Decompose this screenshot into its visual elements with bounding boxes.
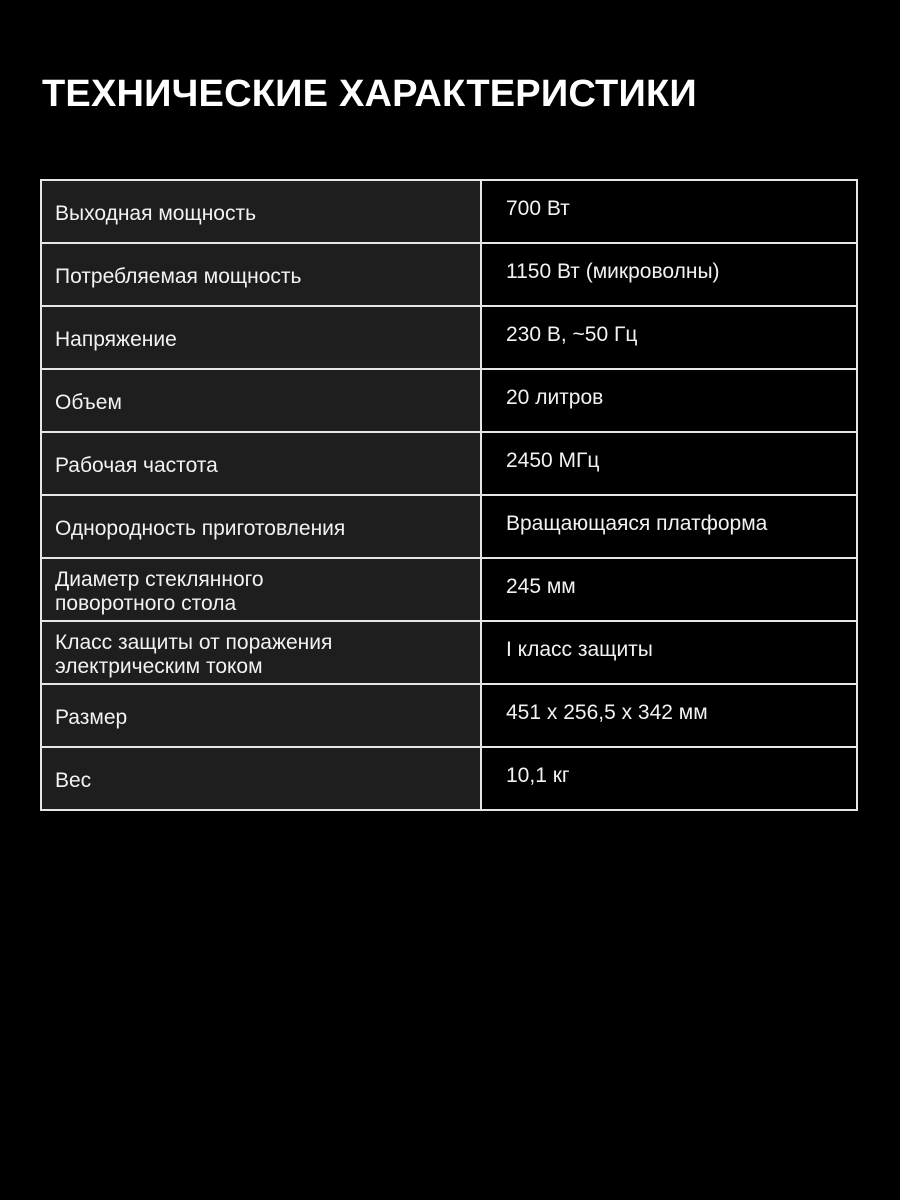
spec-value: 2450 МГц: [481, 432, 857, 495]
table-row: [41, 621, 857, 684]
spec-label: Выходная мощность: [41, 180, 481, 243]
spec-label: Рабочая частота: [41, 432, 481, 495]
spec-value: 245 мм: [481, 558, 857, 621]
spec-label: Размер: [41, 684, 481, 747]
spec-label: Диаметр стеклянного поворотного стола: [41, 558, 481, 621]
spec-label: Вес: [41, 747, 481, 810]
table-row: [41, 369, 857, 432]
table-row: [41, 180, 857, 243]
spec-value: 1150 Вт (микроволны): [481, 243, 857, 306]
spec-value: 230 В, ~50 Гц: [481, 306, 857, 369]
table-row: [41, 243, 857, 306]
spec-value: Вращающаяся платформа: [481, 495, 857, 558]
table-row: [41, 558, 857, 621]
spec-label: Однородность приготовления: [41, 495, 481, 558]
spec-label: Напряжение: [41, 306, 481, 369]
spec-value: 20 литров: [481, 369, 857, 432]
spec-value: I класс защиты: [481, 621, 857, 684]
table-row: [41, 432, 857, 495]
table-row: [41, 306, 857, 369]
page-title: ТЕХНИЧЕСКИЕ ХАРАКТЕРИСТИКИ: [42, 73, 697, 115]
table-row: [41, 684, 857, 747]
spec-value: 700 Вт: [481, 180, 857, 243]
table-row: [41, 495, 857, 558]
spec-label: Объем: [41, 369, 481, 432]
spec-value: 451 x 256,5 x 342 мм: [481, 684, 857, 747]
spec-label: Класс защиты от поражения электрическим током: [41, 621, 481, 684]
table-row: [41, 747, 857, 810]
specs-table: [40, 179, 858, 811]
spec-label: Потребляемая мощность: [41, 243, 481, 306]
spec-value: 10,1 кг: [481, 747, 857, 810]
